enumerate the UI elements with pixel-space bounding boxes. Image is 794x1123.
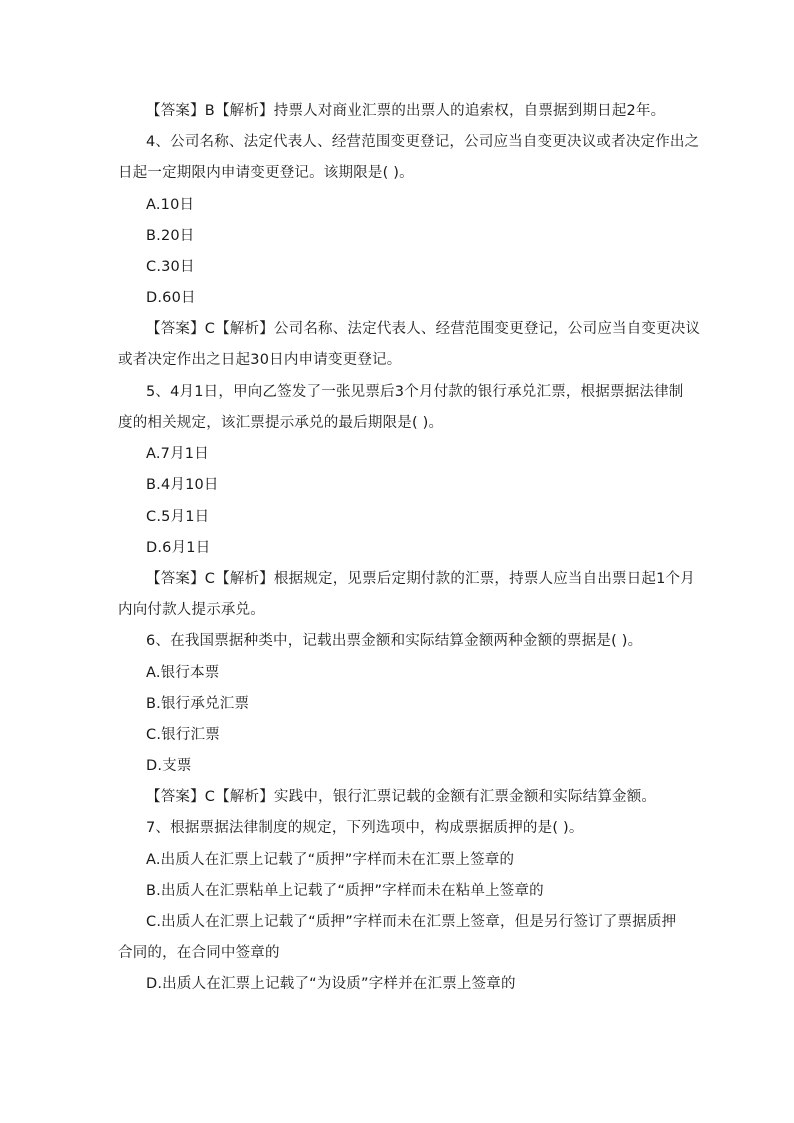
answer-line: 【答案】B【解析】持票人对商业汇票的出票人的追索权，自票据到期日起2年。 [146,103,666,119]
option-c: C.5月1日 [146,509,210,525]
option-c: C.30日 [146,259,195,275]
option-a: A.10日 [146,197,195,213]
option-b: B.出质人在汇票粘单上记载了“质押”字样而未在粘单上签章的 [146,883,544,899]
option-b: B.20日 [146,228,195,244]
answer-line-cont: 内向付款人提示承兑。 [118,602,265,618]
answer-line-cont: 或者决定作出之日起30日内申请变更登记。 [118,352,402,368]
question-4-line-1: 4、公司名称、法定代表人、经营范围变更登记，公司应当自变更决议或者决定作出之 [146,134,700,150]
question-5-line-2: 度的相关规定，该汇票提示承兑的最后期限是( )。 [118,415,444,431]
question-4-line-2: 日起一定期限内申请变更登记。该期限是( )。 [118,165,414,181]
option-a: A.7月1日 [146,446,209,462]
option-d: D.出质人在汇票上记载了“为设质”字样并在汇票上签章的 [146,976,516,992]
question-7-line-1: 7、根据票据法律制度的规定，下列选项中，构成票据质押的是( )。 [146,820,584,836]
answer-line: 【答案】C【解析】实践中，银行汇票记载的金额有汇票金额和实际结算金额。 [146,789,657,805]
option-d: D.支票 [146,758,192,774]
answer-line: 【答案】C【解析】根据规定，见票后定期付款的汇票，持票人应当自出票日起1个月 [146,571,695,587]
option-c-cont: 合同的，在合同中签章的 [118,945,280,961]
option-a: A.出质人在汇票上记载了“质押”字样而未在汇票上签章的 [146,852,515,868]
option-c: C.出质人在汇票上记载了“质押”字样而未在汇票上签章，但是另行签订了票据质押 [146,914,677,930]
option-c: C.银行汇票 [146,727,220,743]
option-d: D.6月1日 [146,540,211,556]
question-6-line-1: 6、在我国票据种类中，记载出票金额和实际结算金额两种金额的票据是( )。 [146,633,643,649]
option-a: A.银行本票 [146,665,220,681]
option-d: D.60日 [146,290,196,306]
answer-line: 【答案】C【解析】公司名称、法定代表人、经营范围变更登记，公司应当自变更决议 [146,321,701,337]
option-b: B.银行承兑汇票 [146,696,250,712]
question-5-line-1: 5、4月1日，甲向乙签发了一张见票后3个月付款的银行承兑汇票，根据票据法律制 [146,384,684,400]
option-b: B.4月10日 [146,477,219,493]
